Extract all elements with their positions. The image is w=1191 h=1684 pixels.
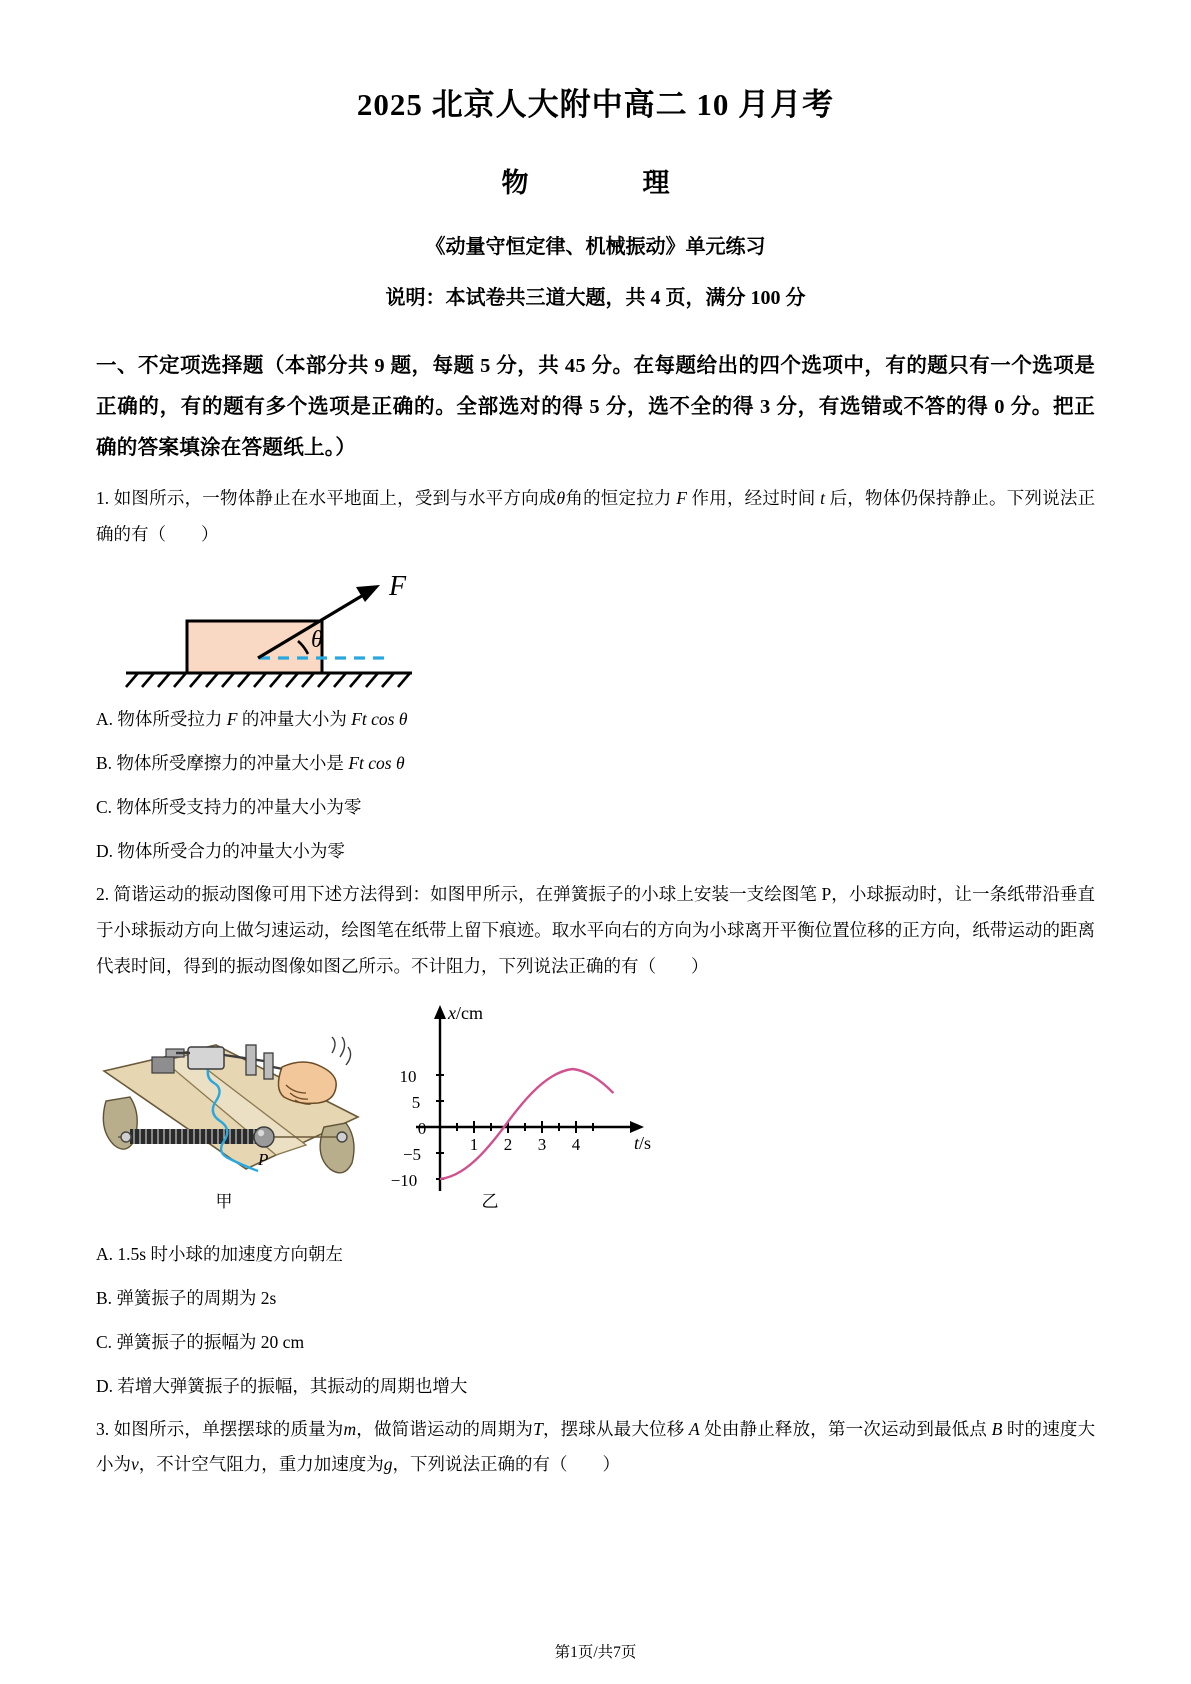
q2-option-c-text: 弹簧振子的振幅为 20 cm (116, 1331, 305, 1352)
angle-label: θ (311, 626, 323, 653)
motion-lines (332, 1037, 351, 1065)
q3-text-f: ，不计空气阻力，重力加速度为 (138, 1454, 384, 1475)
vibration-graph (382, 999, 672, 1199)
question-1-text-c: 作用，经过时间 (691, 488, 816, 509)
symbol-velocity-v: v (131, 1454, 139, 1475)
q2-option-b-key: B. (96, 1287, 113, 1308)
spring-oscillator-apparatus (96, 1009, 366, 1189)
q3-text-a: 如图所示，单摆摆球的质量为 (113, 1418, 344, 1439)
q3-text-e: 时的速度大小为 (96, 1418, 1096, 1475)
question-2-figure (96, 999, 1095, 1224)
symbol-force-f: F (676, 488, 687, 509)
question-2-number: 2. (96, 883, 110, 904)
take-up-reel (188, 1047, 224, 1069)
question-2-option-c (96, 1312, 1095, 1356)
y-tick-5: 5 (411, 1092, 421, 1112)
x-axis-label: t/s (634, 1132, 652, 1153)
y-tick-10: 10 (399, 1066, 417, 1086)
option-a-formula: Ft cos θ (351, 708, 408, 729)
reel-guide (152, 1057, 174, 1073)
question-1-text-d: 后，物体仍保持静止。下列说法正确的有（ ） (96, 488, 1096, 545)
question-1-option-d (96, 821, 1095, 865)
subject-title: 物 理 (501, 168, 690, 199)
main-spring (130, 1129, 258, 1144)
spring-left-anchor (121, 1132, 131, 1142)
question-2-stem (96, 865, 1095, 985)
option-a-key: A. (96, 708, 114, 729)
option-a-text2: 的冲量大小为 (241, 708, 347, 729)
option-b-formula: Ft cos θ (348, 752, 405, 773)
question-3-number: 3. (96, 1418, 110, 1439)
option-c-text: 物体所受支持力的冲量大小为零 (116, 796, 362, 817)
exam-note: 说明：本试卷共三道大题，共 4 页，满分 100 分 (385, 287, 806, 310)
y-axis-arrow (434, 1005, 446, 1019)
symbol-gravity-g: g (383, 1454, 393, 1475)
page-title: 2025 北京人大附中高二 10 月月考 (356, 87, 835, 122)
y-tick-neg10: −10 (390, 1170, 418, 1190)
spring-right-anchor (337, 1132, 347, 1142)
question-1-figure (112, 569, 442, 689)
ground-hatching (126, 673, 410, 687)
block-shape (187, 621, 322, 673)
q2-option-d-text: 若增大弹簧振子的振幅，其振动的周期也增大 (117, 1375, 468, 1396)
x-tick-2: 2 (503, 1134, 513, 1154)
x-tick-1: 1 (469, 1134, 479, 1154)
option-a-symbol: F (226, 708, 238, 729)
force-label: F (389, 570, 407, 602)
question-1-option-c (96, 777, 1095, 821)
oscillating-ball (254, 1127, 274, 1147)
option-b-text: 物体所受摩擦力的冲量大小是 (116, 752, 344, 773)
symbol-point-a: A (688, 1418, 700, 1439)
question-1-option-a (96, 689, 1095, 733)
symbol-time-t: t (820, 488, 825, 509)
section-one-heading: 一、不定项选择题（本部分共 9 题，每题 5 分，共 45 分。在每题给出的四个选项中，有的题只有一个选项是正确的，有的题有多个选项是正确的。全部选对的得 5 分，选不全的得 3 分，有选错或不答的得 0 分。把正确的答案填涂在答题纸上。） (96, 355, 1095, 460)
reel-flange-b (264, 1053, 273, 1079)
symbol-point-b: B (991, 1418, 1003, 1439)
q3-text-c: ，摆球从最大位移 (542, 1418, 685, 1439)
option-b-key: B. (96, 752, 113, 773)
q3-text-d: 处由静止释放，第一次运动到最低点 (704, 1418, 988, 1439)
q3-text-b: ，做简谐运动的周期为 (356, 1418, 534, 1439)
question-1-text-b: 角的恒定拉力 (565, 488, 672, 509)
question-2-option-a (96, 1224, 1095, 1268)
question-1-number: 1. (96, 488, 110, 509)
question-3-stem (96, 1400, 1095, 1484)
y-tick-neg5: −5 (402, 1144, 422, 1164)
right-support (320, 1123, 354, 1173)
x-axis-arrow (630, 1121, 644, 1133)
question-2-text: 简谐运动的振动图像可用下述方法得到：如图甲所示，在弹簧振子的小球上安装一支绘图笔 P，小球振动时，让一条纸带沿垂直于小球振动方向上做匀速运动，绘图笔在纸带上留下痕迹。取水平向右的方向为小球离开平衡位置位移的正方向，纸带运动的距离代表时间，得到的振动图像如图乙所示。不计阻力，下列说法正确的有（ ） (96, 883, 1096, 976)
q2-option-c-key: C. (96, 1331, 113, 1352)
unit-title: 《动量守恒定律、机械振动》单元练习 (425, 236, 766, 259)
x-tick-4: 4 (571, 1134, 581, 1154)
question-2-option-d (96, 1356, 1095, 1400)
option-c-key: C. (96, 796, 113, 817)
reel-flange-a (246, 1045, 256, 1075)
pen-label: P (258, 1149, 269, 1169)
ball-highlight (258, 1129, 264, 1135)
option-d-text: 物体所受合力的冲量大小为零 (117, 840, 345, 861)
question-2-option-b (96, 1268, 1095, 1312)
question-1-stem (96, 469, 1095, 553)
figure-caption-jia: 甲 (215, 1191, 233, 1211)
question-1-option-b (96, 733, 1095, 777)
oscillation-curve (440, 1069, 613, 1179)
force-arrow-head (356, 585, 380, 602)
q2-option-a-text: 1.5s 时小球的加速度方向朝左 (117, 1243, 343, 1264)
figure-caption-yi: 乙 (481, 1191, 499, 1211)
x-tick-3: 3 (537, 1134, 547, 1154)
symbol-period-t: T (533, 1418, 543, 1439)
hand-shape (278, 1062, 336, 1103)
q2-option-d-key: D. (96, 1375, 114, 1396)
block-force-diagram (112, 569, 442, 689)
y-tick-0: 0 (417, 1118, 427, 1138)
question-1-text-a: 如图所示，一物体静止在水平地面上，受到与水平方向成 (113, 488, 557, 509)
q3-text-g: ，下列说法正确的有（ ） (392, 1454, 621, 1475)
q2-option-a-key: A. (96, 1243, 114, 1264)
y-axis-label: x/cm (448, 1002, 483, 1023)
option-a-text: 物体所受拉力 (117, 708, 223, 729)
symbol-theta: θ (556, 488, 566, 509)
q2-option-b-text: 弹簧振子的周期为 2s (116, 1287, 277, 1308)
page-footer: 第1页/共7页 (554, 1644, 637, 1661)
symbol-mass-m: m (343, 1418, 357, 1439)
option-d-key: D. (96, 840, 114, 861)
